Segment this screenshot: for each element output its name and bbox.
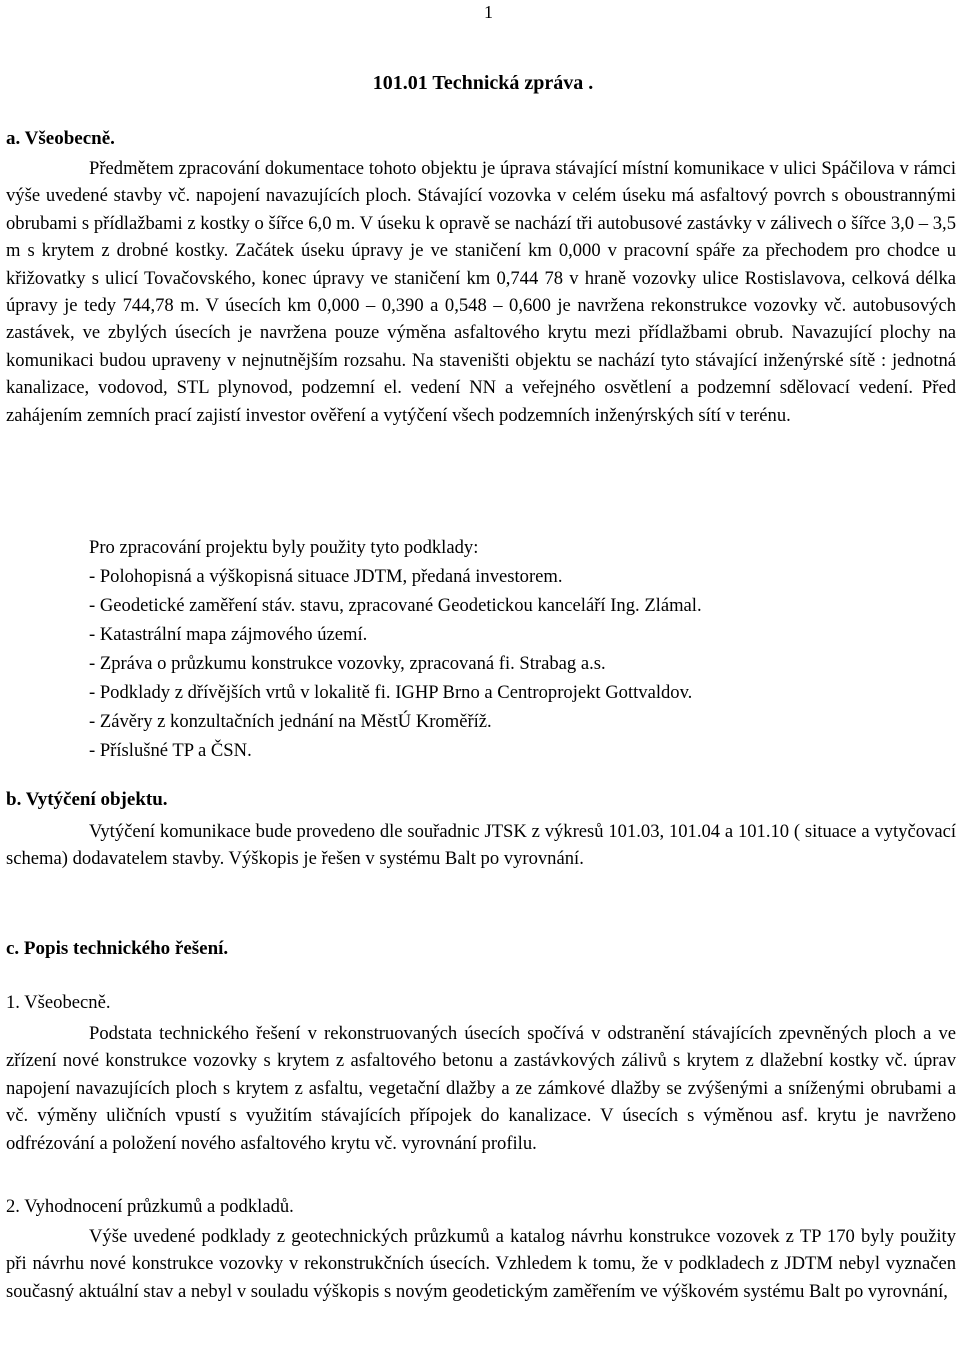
subsection-1-paragraph (6, 1020, 956, 1157)
list-item: - Geodetické zaměření stáv. stavu, zpracované Geodetickou kanceláří Ing. Zlámal. (89, 595, 702, 616)
subsection-2-heading: 2. Vyhodnocení průzkumů a podkladů. (6, 1196, 294, 1217)
list-item: - Zpráva o průzkumu konstrukce vozovky, zpracovaná fi. Strabag a.s. (89, 653, 606, 674)
list-item: - Polohopisná a výškopisná situace JDTM, předaná investorem. (89, 566, 563, 587)
section-a-text: Předmětem zpracování dokumentace tohoto objektu je úprava stávající místní komunikace v ulici Spáčilova v rámci výše uvedené stavby vč. napojení navazujících ploch. Stávající vozovka v celém úseku má asfaltový povrch s oboustrannými obrubami s přídlažbami z kostky o šířce 6,0 m. V úseku k opravě se nachází tři autobusové zastávky v zálivech o šířce 3,0 – 3,5 m s krytem z drobné kostky. Začátek úseku úpravy je ve staničení km 0,000 v pracovní spáře za přechodem pro chodce u křižovatky s ulicí Tovačovského, konec úpravy ve staničení km 0,744 78 v hraně vozovky ulice Rostislavova, celková délka úpravy je tedy 744,78 m. V úsecích km 0,000 – 0,390 a 0,548 – 0,600 je navržena rekonstrukce vozovky vč. autobusových zastávek, ve zbylých úsecích je navržena pouze výměna asfaltového krytu mezi přídlažbami obrub. Navazující plochy na komunikaci budou upraveny v nejnutnějším rozsahu. Na staveništi objektu se nachází tyto stávající inženýrské sítě : jednotná kanalizace, vodovod, STL plynovod, podzemní el. vedení NN a veřejného osvětlení a podzemní sdělovací vedení. Před zahájením zemních prací zajistí investor ověření a vytýčení všech podzemních inženýrských sítí v terénu. (6, 158, 956, 426)
document-title: 101.01 Technická zpráva . (372, 72, 594, 94)
page-number: 1 (484, 2, 493, 22)
section-a-heading: a. Všeobecně. (6, 128, 115, 149)
list-item: - Příslušné TP a ČSN. (89, 740, 252, 761)
list-item: - Katastrální mapa zájmového území. (89, 624, 368, 645)
list-item: - Podklady z dřívějších vrtů v lokalitě fi. IGHP Brno a Centroprojekt Gottvaldov. (89, 682, 693, 703)
source-list (89, 533, 949, 765)
section-b-heading: b. Vytýčení objektu. (6, 789, 168, 810)
section-b-text: Vytýčení komunikace bude provedeno dle souřadnic JTSK z výkresů 101.03, 101.04 a 101.10 ( situace a vytyčovací schema) dodavatelem stavby. Výškopis je řešen v systému Balt po vyrovnání. (6, 821, 956, 870)
list-item: - Závěry z konzultačních jednání na MěstÚ Kroměříž. (89, 711, 492, 732)
section-a-paragraph (6, 155, 956, 429)
subsection-2-paragraph (6, 1223, 956, 1305)
subsection-1-heading: 1. Všeobecně. (6, 992, 111, 1013)
section-b-paragraph (6, 818, 956, 873)
subsection-2-text: Výše uvedené podklady z geotechnických průzkumů a katalog návrhu konstrukce vozovek z TP 170 byly použity při návrhu nové konstrukce vozovky v rekonstrukčních úsecích. Vzhledem k tomu, že v podkladech z JDTM nebyl vyznačen současný aktuální stav a nebyl v souladu výškopis s novým geodetickým zaměřením ve výškovém systému Balt po vyrovnání, (6, 1226, 956, 1302)
subsection-1-text: Podstata technického řešení v rekonstruovaných úsecích spočívá v odstranění stávajících zpevněných ploch a ve zřízení nové konstrukce vozovky s krytem z asfaltového betonu a zastávkových zálivů s krytem z dlažební kostky vč. úprav napojení navazujících ploch s krytem z asfaltu, vegetační dlažby a ze zámkové dlažby se zvýšenými a sníženými obrubami a vč. výměny uličních vpustí s využitím stávajících přípojek do kanalizace. V úsecích s výměnou asf. krytu je navrženo odfrézování a položení nového asfaltového krytu vč. vyrovnání profilu. (6, 1023, 956, 1154)
list-intro: Pro zpracování projektu byly použity tyto podklady: (89, 537, 479, 558)
section-c-heading: c. Popis technického řešení. (6, 938, 229, 959)
